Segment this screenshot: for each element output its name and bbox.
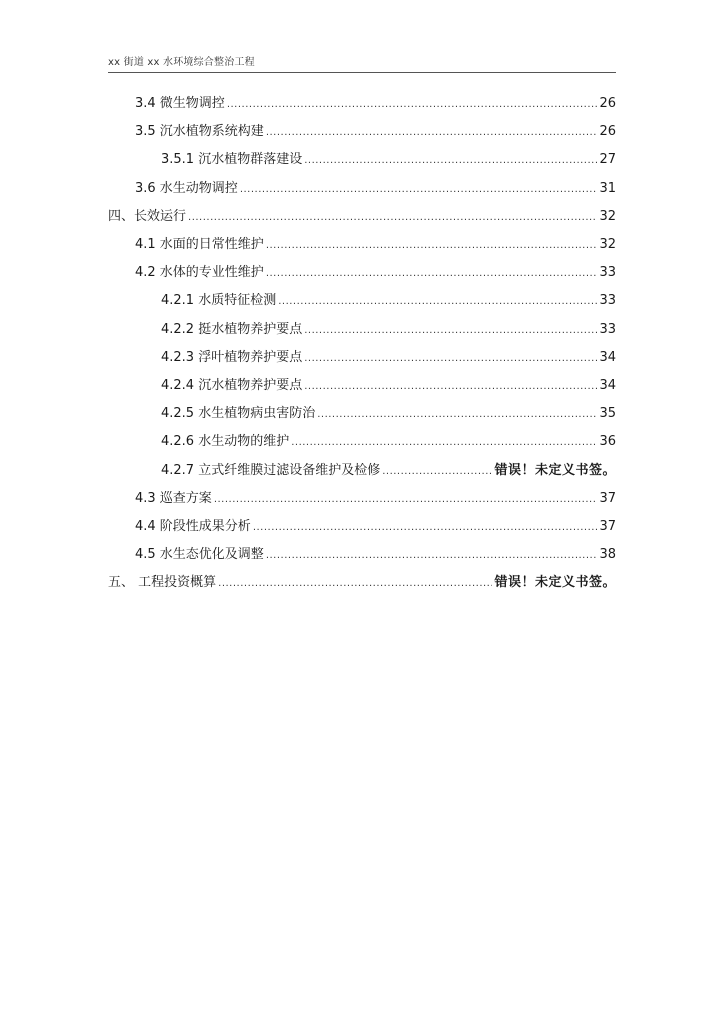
toc-entry-page: 35 — [599, 406, 616, 422]
toc-entry-title: 4.5 水生态优化及调整 — [135, 547, 264, 563]
toc-entry-page: 34 — [599, 349, 616, 365]
toc-entry[interactable] — [135, 263, 616, 283]
toc-dot-leader — [266, 236, 598, 256]
running-header: xx 街道 xx 水环境综合整治工程 — [108, 57, 255, 68]
toc-dot-leader — [304, 377, 597, 397]
toc-entry-title: 4.1 水面的日常性维护 — [135, 237, 264, 252]
toc-dot-leader — [188, 208, 597, 228]
toc-entry-page: 33 — [599, 293, 616, 309]
toc-entry-page: 36 — [599, 434, 616, 450]
toc-dot-leader — [304, 151, 597, 171]
header-rule — [108, 72, 616, 73]
toc-entry[interactable] — [161, 461, 616, 481]
toc-dot-leader — [278, 292, 597, 312]
toc-entry-error: 错误！未定义书签。 — [494, 575, 616, 591]
toc-entry[interactable] — [135, 179, 616, 199]
toc-dot-leader — [266, 123, 598, 143]
toc-entry-page: 27 — [599, 152, 616, 168]
toc-entry-title: 3.6 水生动物调控 — [135, 180, 238, 196]
toc-entry-page: 26 — [599, 96, 616, 111]
toc-entry-page: 38 — [599, 547, 616, 563]
toc-entry-title: 3.5.1 沉水植物群落建设 — [161, 152, 303, 168]
toc-entry-title: 3.4 微生物调控 — [135, 96, 225, 111]
toc-entry-title: 四、长效运行 — [108, 208, 187, 224]
toc-dot-leader — [291, 433, 597, 453]
toc-entry[interactable] — [161, 150, 616, 170]
toc-entry-title: 4.2 水体的专业性维护 — [135, 265, 264, 281]
toc-entry[interactable] — [161, 320, 616, 340]
toc-entry[interactable] — [135, 94, 616, 114]
toc-entry-page: 37 — [599, 519, 616, 534]
toc-entry[interactable] — [135, 235, 616, 255]
toc-dot-leader — [227, 95, 598, 115]
toc-entry-page: 33 — [599, 321, 616, 337]
toc-entry[interactable] — [161, 348, 616, 368]
toc-entry[interactable] — [135, 545, 616, 565]
toc-entry-title: 4.4 阶段性成果分析 — [135, 519, 251, 534]
toc-entry-title: 4.2.6 水生动物的维护 — [161, 434, 290, 450]
toc-entry-page: 37 — [599, 490, 616, 506]
toc-dot-leader — [266, 546, 598, 566]
toc-dot-leader — [382, 462, 492, 482]
toc-entry-page: 34 — [599, 378, 616, 393]
toc-dot-leader — [240, 180, 598, 200]
toc-entry-page: 26 — [599, 124, 616, 140]
toc-dot-leader — [304, 321, 597, 341]
toc-entry-title: 4.2.3 浮叶植物养护要点 — [161, 349, 303, 365]
toc-entry-title: 4.3 巡查方案 — [135, 490, 212, 506]
toc-entry-page: 31 — [599, 180, 616, 196]
toc-entry[interactable] — [161, 291, 616, 311]
toc-dot-leader — [214, 490, 598, 510]
toc-entry-title: 4.2.5 水生植物病虫害防治 — [161, 406, 316, 422]
toc-entry[interactable] — [135, 489, 616, 509]
toc-entry-title: 4.2.1 水质特征检测 — [161, 293, 277, 309]
toc-entry-page: 32 — [599, 237, 616, 252]
toc-entry-title: 4.2.7 立式纤维膜过滤设备维护及检修 — [161, 462, 381, 478]
toc-entry-title: 4.2.2 挺水植物养护要点 — [161, 321, 303, 337]
toc-entry-page: 33 — [599, 265, 616, 281]
toc-dot-leader — [304, 349, 597, 369]
toc-entry[interactable] — [161, 432, 616, 452]
toc-dot-leader — [317, 405, 597, 425]
toc-entry-title: 五、 工程投资概算 — [108, 575, 217, 591]
toc-entry[interactable] — [161, 376, 616, 396]
toc-entry[interactable] — [135, 122, 616, 142]
toc-entry-title: 4.2.4 沉水植物养护要点 — [161, 378, 303, 393]
toc-entry-title: 3.5 沉水植物系统构建 — [135, 124, 264, 140]
toc-entry[interactable] — [135, 517, 616, 537]
toc-dot-leader — [253, 518, 598, 538]
toc-entry[interactable] — [108, 573, 616, 593]
toc-entry-error: 错误！未定义书签。 — [494, 462, 616, 478]
toc-dot-leader — [266, 264, 598, 284]
toc-entry[interactable] — [108, 207, 616, 227]
toc-entry[interactable] — [161, 404, 616, 424]
toc-dot-leader — [218, 574, 492, 594]
toc-entry-page: 32 — [599, 208, 616, 224]
